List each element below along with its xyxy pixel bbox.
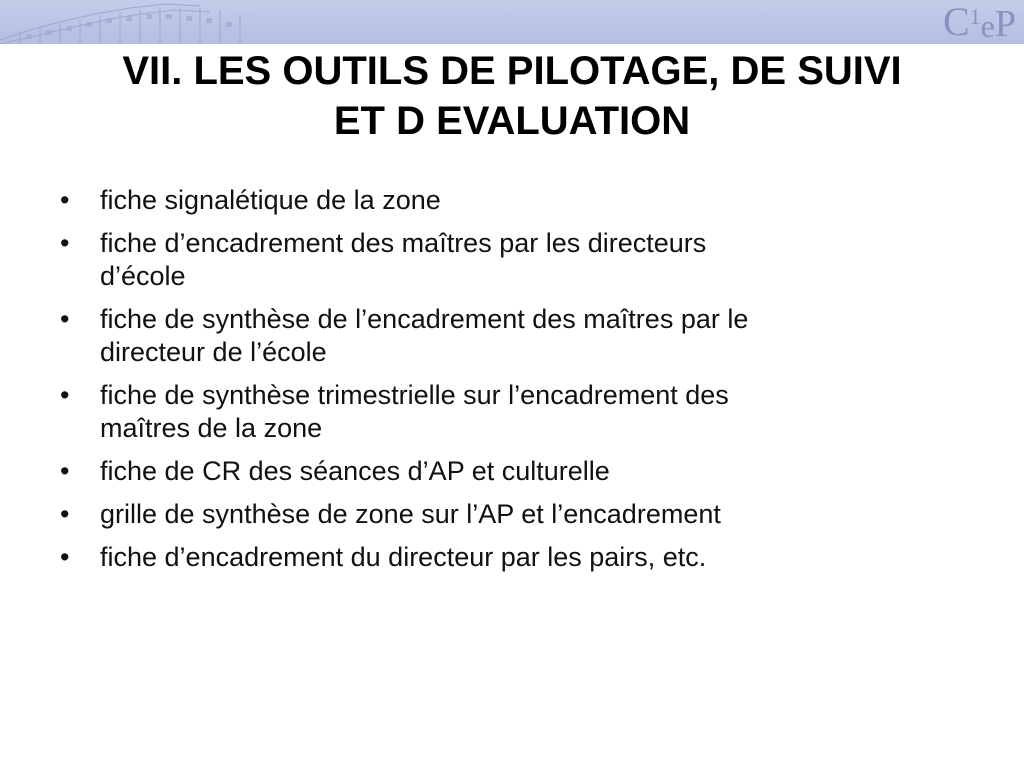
bullet-text: maîtres de la zone: [100, 413, 323, 443]
bullet-text: fiche signalétique de la zone: [100, 185, 441, 215]
building-watermark-image: [0, 0, 1024, 44]
bullet-item: [60, 498, 960, 531]
bullet-dot: •: [60, 380, 70, 410]
header-band: [0, 0, 1024, 44]
bullet-dot: •: [60, 228, 70, 258]
bullet-item: [60, 379, 960, 445]
bullet-text: fiche de CR des séances d’AP et culturelle: [100, 456, 610, 486]
slide-title: [30, 46, 994, 146]
bullet-dot: •: [60, 185, 70, 215]
slide-title-line: VII. LES OUTILS DE PILOTAGE, DE SUIVI: [122, 49, 902, 93]
bullet-dot: •: [60, 456, 70, 486]
bullet-text: fiche d’encadrement des maîtres par les directeurs: [100, 228, 707, 258]
logo-superscript: 1: [969, 4, 981, 29]
bullet-item: [60, 541, 960, 574]
bullet-item: [60, 184, 960, 217]
clep-logo: [943, 2, 1016, 42]
bullet-item: [60, 303, 960, 369]
bullet-dot: •: [60, 304, 70, 334]
slide-title-line: ET D EVALUATION: [333, 99, 691, 143]
bullet-text: fiche de synthèse trimestrielle sur l’encadrement des: [100, 380, 729, 410]
bullet-text: directeur de l’école: [100, 337, 327, 367]
bullet-text: fiche de synthèse de l’encadrement des maîtres par le: [100, 304, 749, 334]
logo-letter: e: [980, 8, 995, 44]
bullet-item: [60, 455, 960, 488]
bullet-text: fiche d’encadrement du directeur par les pairs, etc.: [100, 542, 707, 572]
bullet-text: grille de synthèse de zone sur l’AP et l’encadrement: [100, 499, 721, 529]
logo-letter: C: [942, 0, 970, 44]
bullet-dot: •: [60, 542, 70, 572]
logo-letter: P: [994, 3, 1016, 44]
bullet-dot: •: [60, 499, 70, 529]
bullet-item: [60, 227, 960, 293]
bullet-list: [60, 184, 960, 584]
bullet-text: d’école: [100, 261, 186, 291]
